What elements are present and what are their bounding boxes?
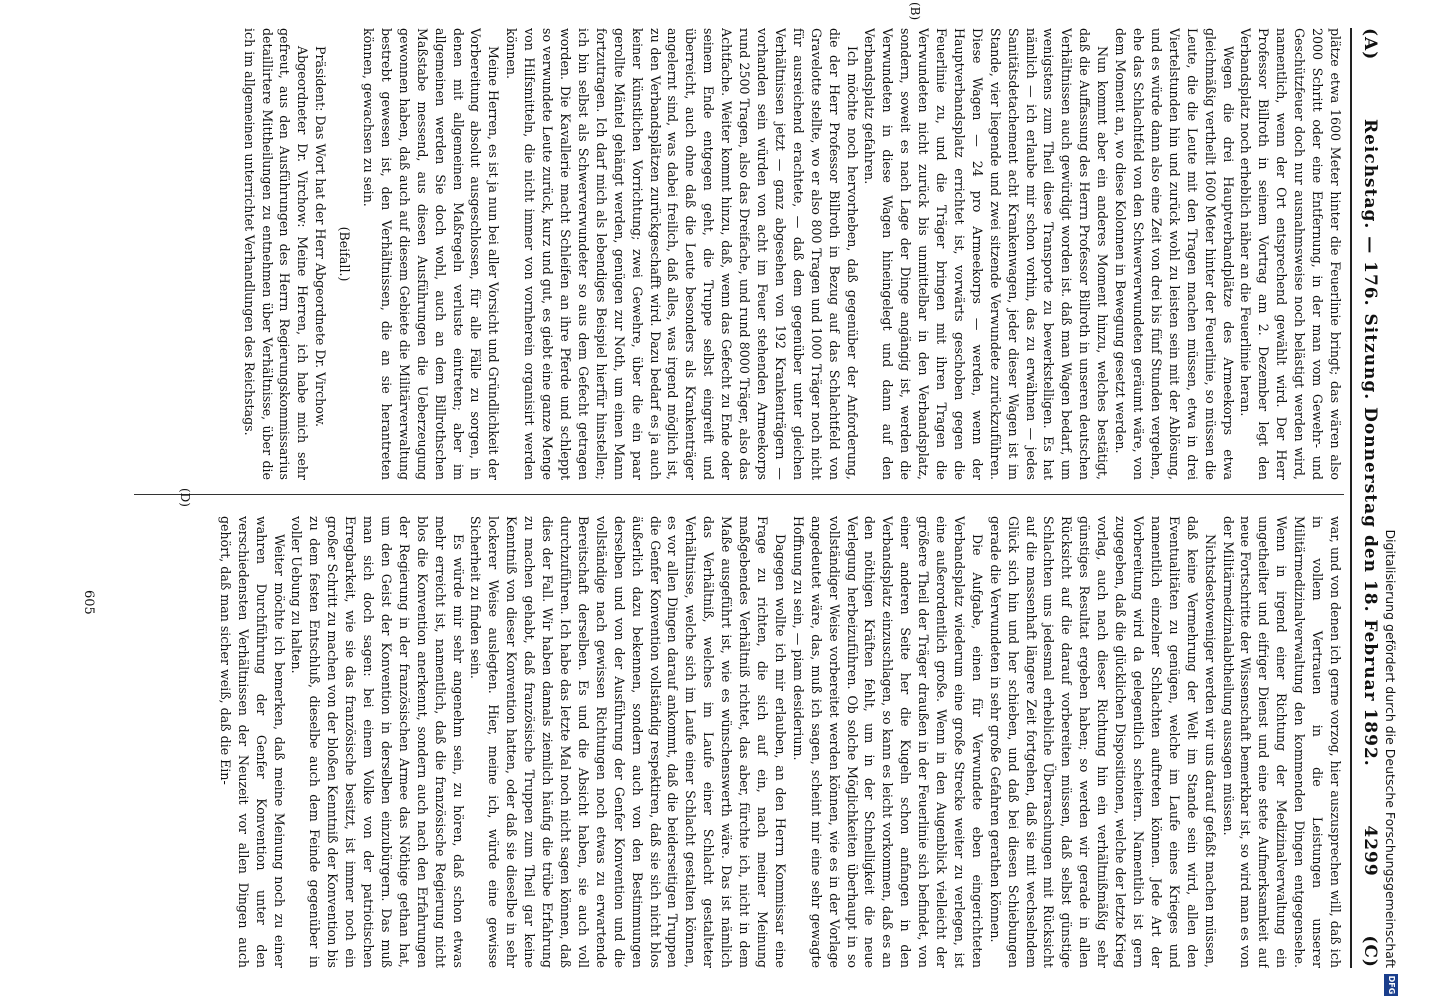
- dfg-logo-icon: DFG: [1384, 974, 1398, 996]
- running-title: Reichstag. — 176. Sitzung. Donnerstag den 18. Februar 1892.: [1360, 118, 1380, 767]
- right-paragraph: Die Aufgabe, einen für Verwundete eben eingerichteten Verbandsplatz wiederum eine große Strecke weiter zu verlegen, ist eine außerordentlich große. Wenn in den Augenblick vielleicht der größere Theil der Träger draußen in der Feuerlinie sich befindet, von einer anderen Seite her die Kugeln schon anfangen in den Verbandsplatz einzuschlagen, so kann es leicht vorkommen, daß es an den nöthigen Kräften fehlt, um in der Schnelligkeit die neue Verlegung herbeizuführen. Ob solche Möglichkeiten überhaupt in so vollständiger Weise vorbereitet werden können, wie es in der Vorlage angedeutet wäre, das, muß ich sagen, scheint mir eine sehr gewagte Hoffnung zu sein, — piam desiderium.: [790, 516, 985, 968]
- left-paragraph: Nun kommt aber ein anderes Moment hinzu, welches bestätigt, daß die Auffassung des Herrn Professor Billroth in unseren deutschen Verhältnissen auch gewürdigt worden ist. daß man Wagen bedarf, um wenigstens zum Theil diese Transporte zu bewerkstelligen. Es hat nämlich — ich erlaube mir schon vorhin, das zu erwähnen — jedes Sanitätsdetachement acht Krankenwagen, jeder dieser Wagen ist im Stande, vier liegende und zwei sitzende Verwundete zurückzuführen. Diese Wagen — 24 pro Armeekorps — werden, wenn der Hauptverbandsplatz errichtet ist, vorwärts geschoben gegen die Feuerlinie zu, und die Träger bringen mit ihren Tragen die Verwundeten nicht zurück bis unmittelbar in den Verbandsplatz, sondern, soweit es nach Lage der Dinge angängig ist, werden die Verwundeten in diese Wagen hineingelegt und dann auf den Verbandsplatz gefahren.: [862, 28, 1111, 480]
- right-paragraph: Nichtsdestoweniger werden wir uns darauf gefaßt machen müssen, daß keine Vermehrung der Welt im Stande sein wird, allen den Eventualitäten zu genügen, welche im Laufe eines Krieges und namentlich einzelner Schlachten auftreten können. Jede Art der Vorbereitung wird da gelegentlich scheitern. Namentlich ist gern zugegeben, daß die glücklichen Dispositionen, welche der letzte Krieg vorlag, auch nach dieser Richtung hin ein verhältnißmäßig sehr günstiges Resultat ergeben haben; so werden wir gerade in allen Rücksicht auf die darauf vorbereiten müssen, daß selbst günstige Schlachten uns jedesmal erhebliche Überraschungen mit Rücksicht auf die massenhaft längere Zeit fortgehen, daß sie mit wechselndem Glück sich hin und her schieben, und daß bei diesen Schiebungen gerade die Verwundeten in sehr große Gefahren gerathen können.: [987, 516, 1218, 968]
- left-paragraph: plätze etwa 1600 Meter hinter die Feuerlinie bringt; das wären also 2000 Schritt oder eine Entfernung, in der man vom Gewehr- und Geschützfeuer doch nur ausnahmsweise noch belästigt werden wird, namentlich, wenn der Ort entsprechend gewählt wird. Der Herr Professor Billroth in seinem Vortrag am 2. Dezember legt den Verbandsplatz noch erheblich näher an die Feuerlinie heran.: [1238, 28, 1343, 480]
- right-paragraph: Es würde mir sehr angenehm sein, zu hören, daß schon etwas mehr erreicht ist, namentlich, daß die französische Regierung nicht blos die Konvention anerkennt, sondern auch nach den Erfahrungen der Regierung in der französischen Armee das Nöthige gethan hat, um den Geist der Konvention in derselben einzubürgern. Das muß man sich doch sagen: bei einem Volke von der patriotischen Erregbarkeit, wie sie das französische besitzt, ist immer noch ein großer Schritt zu machen von der bloßen Kenntniß der Konvention bis zu dem festen Entschluß, dieselbe auch dem Feinde gegenüber in voller Uebung zu halten.: [289, 516, 466, 968]
- left-paragraph: Wegen die drei Hauptverbandplätze des Armeekorps etwa gleichmäßig vertheilt 1600 Meter hinter der Feuerlinie, so müssen die Leute, die die Leute mit den Tragen machen müssen, etwa in drei Viertelstunden hin und zurück wohl zu leisten sein mit der Ablösung, und es würde dann also eine Zeit von drei bis fünf Stunden vergehen, ehe das Schlachtfeld von den Schwerverwundeten geräumt wäre, von dem Moment an, wo diese Kolonnen in Bewegung gesetzt werden.: [1113, 28, 1236, 480]
- left-paragraph: Meine Herren, es ist ja nun bei aller Vorsicht und Gründlichkeit der Vorbereitung absolut ausgeschlossen, für alle Fälle zu sorgen, in denen mit allgemeinen Maßregeln verluste eintreten; aber im allgemeinen werden Sie doch wohl, auch an dem Billrothschen Maßstabe messend, aus diesen Ausführungen die Ueberzeugung gewonnen haben, daß auch auf diesem Gebiete die Militärverwaltung bestrebt gewesen ist, den Verhältnissen, die an sie herantreten können, gewachsen zu sein.: [361, 28, 502, 480]
- applause-note: (Beifall.): [337, 226, 353, 282]
- left-paragraph: Präsident: Das Wort hat der Herr Abgeordnete Dr. Virchow.: [313, 46, 329, 428]
- digitization-footer: [1380, 6, 1402, 996]
- left-column: [84, 28, 1344, 480]
- header-rule: [1350, 28, 1352, 968]
- margin-mark-b: (B): [908, 2, 922, 21]
- left-paragraph: Ich möchte noch hervorheben, daß gegenüber der Anforderung, die der Herr Professor Billroth in Bezug auf das Schlachtfeld von Gravelotte stellte, wo er also 800 Tragen und 1000 Träger noch nicht für ausreichend erachtete, — daß dem gegenüber unter gleichen Verhältnissen jetzt — ganz abgesehen von 192 Krankenträgern — vorhanden sein würden von acht im Feuer stehenden Armeekorps rund 2500 Tragen, also das Dreifache, und rund 8000 Träger, also das Achtfache. Weiter kommt hinzu, daß, wenn das Gefecht zu Ende oder seinem Ende entgegen geht, die Truppe selbst eingreift und überreicht, auch ohne daß die Leute besonders als Krankenträger angelernt sind, was dabei freilich, daß alles, was irgend möglich ist, zu den Verbandsplätzen zurückgeschafft wird. Dazu bedarf es ja auch keiner künstlichen Vorrichtung; zwei Gewehre, über die ein paar gerollte Mäntel gehängt werden, genügen zur Noth, um einen Mann fortzutragen. Ich darf mich als lebendiges Beispiel hierfür hinstellen; ich bin selbst als Schwerverwundeter so aus dem Gefecht getragen worden. Die Kavallerie macht Schleifen an ihre Pferde und schleppt so verwundete Leute zurück, kurz und gut, es giebt eine ganze Menge von Hilfsmitteln, die nicht immer von vornherein organisirt werden können.: [504, 28, 860, 480]
- right-paragraph: Weiter möchte ich bemerken, daß meine Meinung noch zu einer wahren Durchführung der Genfer Konvention unter den verschiedensten Verhältnissen der Neuzeit vor allen Dingen auch gehört, daß man sicher weiß, daß die Ein-: [217, 516, 287, 968]
- margin-mark-c: (C): [1360, 935, 1380, 968]
- left-paragraph: Abgeordneter Dr. Virchow: Meine Herren, ich habe mich sehr gefreut, aus den Ausführungen des Herrn Regierungskommissarius detaillirtere Mittheilungen zu entnehmen über Verhältnisse, über die ich im allgemeinen unterrichtet Verhandlungen des Reichstags.: [241, 28, 311, 480]
- rotated-page: [47, 2, 1392, 988]
- page-number: 4299: [1360, 825, 1380, 877]
- right-column: [84, 516, 1344, 968]
- margin-mark-d: (D): [178, 488, 192, 507]
- right-paragraph: war, und von denen ich gerne vorzog, hier auszusprechen will, daß ich in vollem Vertrauen in die Leistungen unserer Militärmedizinalverwaltung den kommenden Dingen entgegensehe. Wenn in irgend einer Richtung der Medizinalverwaltung ein ungetheilter und eifriger Dienst und eine stete Aufmerksamkeit auf neue Fortschritte der Wissenschaft bemerkbar ist, so wird man es von der Militärmedizinalabtheilung aussagen müssen.: [1220, 516, 1343, 968]
- folio-number: 605: [81, 590, 96, 615]
- footer-text: Digitalisierung gefördert durch die Deutsche Forschungsgemeinschaft: [1383, 529, 1399, 968]
- margin-mark-a: (A): [1360, 28, 1380, 61]
- right-paragraph: Dagegen wollte ich mir erlauben, an den Herrn Kommissar eine Frage zu richten, die sich auf ein, nach meiner Meinung maßgebendes Verhältniß richtet, das aber, fürchte ich, nicht in dem Maße ausgeführt ist, wie es wünschenswerth wäre. Das ist nämlich das Verhältniß, welches im Laufe einer Schlacht gestalteter Verhältnisse, welche sich im Laufe einer Schlacht gestalten können, es vor allen Dingen darauf ankommt, daß die beiderseitigen Truppen die Genfer Konvention vollständig respektiren, daß sie sich nicht blos äußerlich dazu bekennen, sondern auch von den Bestimmungen derselben und von der Ausführung der Genfer Konvention und die vollständige nach gewissen Richtungen noch etwas zu erwartende Bereitschaft derselben. Es und die Absicht haben, sie auch voll durchzuführen. Ich habe das letzte Mal noch nicht sagen können, daß dies der Fall. Wir haben damals ziemlich häufig die trübe Erfahrung zu machen gehabt, daß französische Truppen zum Theil gar keine Kenntniß von dieser Konvention hatten, oder daß sie dieselbe in sehr lockerer Weise auslegten. Hier, meine ich, würde eine gewisse Sicherheit zu finden sein.: [468, 516, 788, 968]
- column-divider: [134, 494, 1344, 495]
